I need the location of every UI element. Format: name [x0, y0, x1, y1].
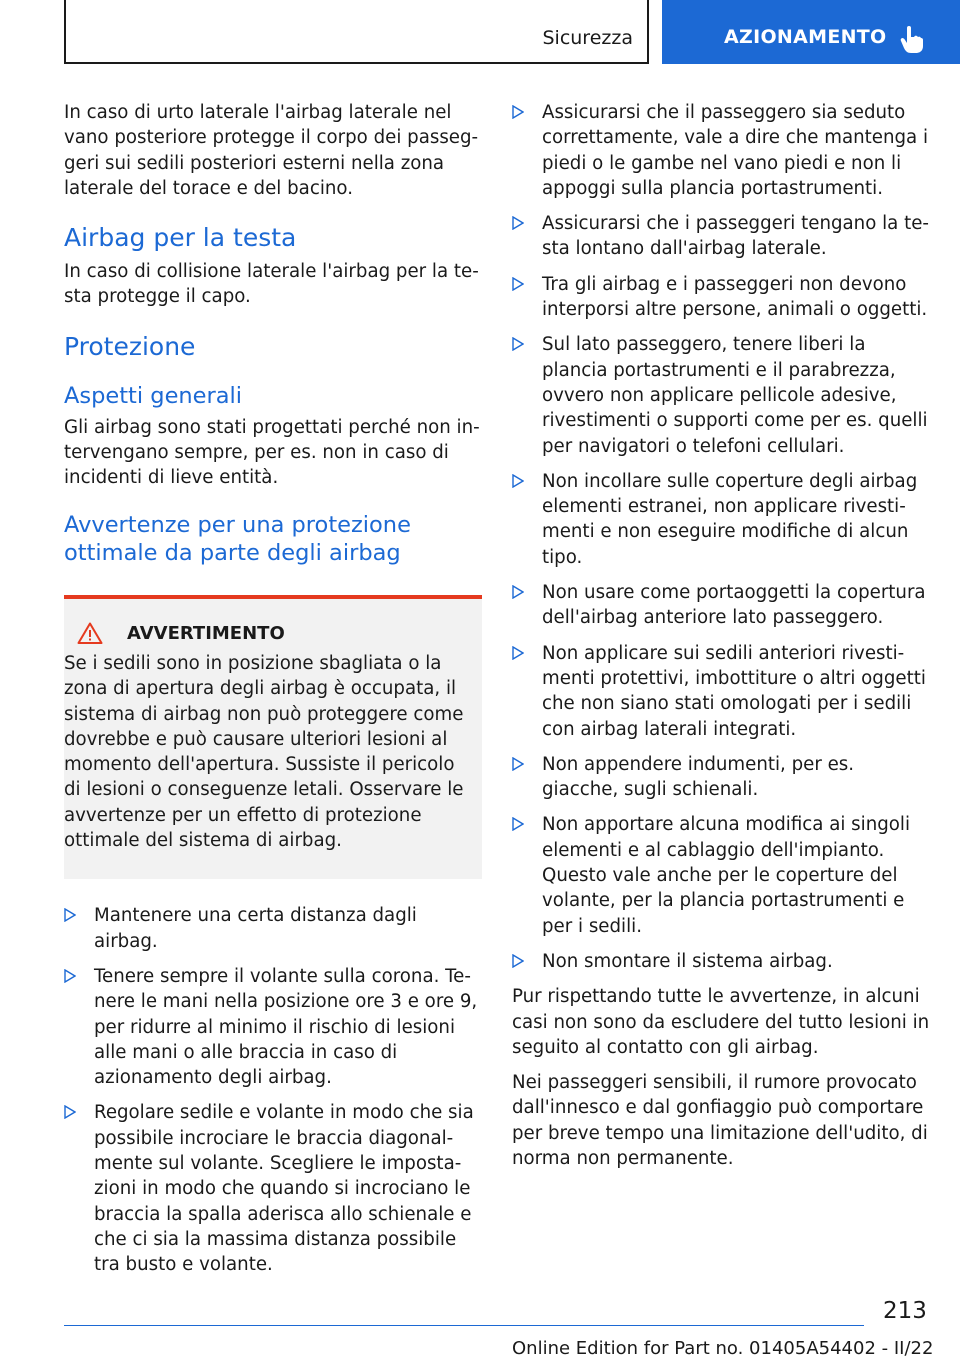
triangle-bullet-icon — [64, 1105, 76, 1119]
left-bullet-list — [64, 903, 482, 1277]
triangle-bullet-icon — [512, 817, 524, 831]
closing-paragraph-1: Pur rispettando tutte le avvertenze, in alcuni casi non sono da escludere del tutto lesioni in seguito al contatto con gli airbag. — [512, 986, 930, 1058]
list-item — [64, 1100, 482, 1277]
page-number: 213 — [883, 1298, 927, 1324]
list-item — [512, 641, 930, 742]
warning-box — [64, 595, 482, 880]
footer-edition: Online Edition for Part no. 01405A54402 - II/22 — [512, 1338, 934, 1359]
warning-triangle-icon — [77, 622, 103, 644]
hand-pointer-icon — [899, 26, 925, 54]
triangle-bullet-icon — [512, 277, 524, 291]
list-item — [64, 964, 482, 1090]
heading-protezione: Protezione — [64, 331, 196, 361]
triangle-bullet-icon — [512, 216, 524, 230]
list-item-text: Non incollare sulle coperture degli airbag elementi estranei, non applicare rivestimenti e non eseguire modifiche di alcun tipo. — [542, 470, 918, 568]
list-item — [512, 949, 930, 974]
triangle-bullet-icon — [512, 954, 524, 968]
list-item-text: Non apportare alcuna modifica ai singoli elementi e al cablaggio dell'impianto. Questo vale anche per le coperture del volante, per la plancia portastrumenti e per i sedili. — [542, 814, 911, 937]
list-item — [512, 580, 930, 631]
heading-avvertenze: Avvertenze per una protezione ottimale da parte degli airbag — [64, 511, 411, 566]
triangle-bullet-icon — [64, 908, 76, 922]
right-column — [512, 100, 930, 1181]
list-item — [512, 812, 930, 938]
list-item-text: Non appendere indumenti, per es. giacche, sugli schienali. — [542, 753, 855, 801]
paragraph-aspetti-generali: Gli airbag sono stati progettati perché non intervengano sempre, per es. non in caso di incidenti di lieve entità. — [64, 416, 480, 489]
triangle-bullet-icon — [64, 969, 76, 983]
list-item-text: Regolare sedile e volante in modo che sia possibile incrociare le braccia diagonalmente sul volante. Scegliere le impostazioni in modo che quando si incrociano le braccia la spalla aderisca allo schienale e che ci sia la massima distanza possibile tra busto e volante. — [94, 1102, 474, 1276]
list-item-text: Assicurarsi che il passeggero sia seduto correttamente, vale a dire che mantenga i piedi o le gambe nel vano piedi e non li appoggi sulla plancia portastrumenti. — [542, 102, 929, 199]
triangle-bullet-icon — [512, 105, 524, 119]
intro-paragraph: In caso di urto laterale l'airbag laterale nel vano posteriore protegge il corpo dei passeggeri sui sedili posteriori esterni nella zona laterale del torace e del bacino. — [64, 102, 479, 199]
warning-text: Se i sedili sono in posizione sbagliata o la zona di apertura degli airbag è occupata, il sistema di airbag non può proteggere come dovrebbe e può causare ulteriori lesioni al momento dell'apertura. Sussiste il pericolo di lesioni o conseguenze letali. Osservare le avvertenze per un effetto di protezione ottimale del sistema di airbag. — [64, 652, 464, 852]
list-item-text: Tra gli airbag e i passeggeri non devono interporsi altre persone, animali o oggetti. — [542, 273, 928, 321]
left-column — [64, 100, 482, 1288]
header-chapter-title: AZIONAMENTO — [724, 26, 887, 48]
header-section-title: Sicurezza — [542, 27, 633, 49]
heading-airbag-testa: Airbag per la testa — [64, 223, 297, 253]
header-section-box — [64, 0, 649, 64]
warning-title: AVVERTIMENTO — [127, 622, 285, 644]
footer-divider — [64, 1325, 864, 1326]
closing-paragraph-2: Nei passeggeri sensibili, il rumore provocato dall'innesco e dal gonfiaggio può comportare per breve tempo una limitazione dell'udito, di norma non permanente. — [512, 1072, 928, 1169]
list-item — [512, 332, 930, 458]
header-chapter-tab — [662, 0, 960, 64]
triangle-bullet-icon — [512, 757, 524, 771]
triangle-bullet-icon — [512, 585, 524, 599]
list-item-text: Tenere sempre il volante sulla corona. Tenere le mani nella posizione ore 3 e ore 9, per ridurre al minimo il rischio di lesioni alle mani o alle braccia in caso di azionamento degli airbag. — [94, 965, 478, 1089]
triangle-bullet-icon — [512, 474, 524, 488]
list-item-text: Non usare come portaoggetti la copertura dell'airbag anteriore lato passeggero. — [542, 582, 926, 629]
paragraph-airbag-testa: In caso di collisione laterale l'airbag per la testa protegge il capo. — [64, 261, 479, 308]
heading-aspetti-generali: Aspetti generali — [64, 382, 243, 409]
list-item — [512, 211, 930, 262]
list-item — [512, 272, 930, 323]
triangle-bullet-icon — [512, 337, 524, 351]
right-bullet-list — [512, 100, 930, 974]
list-item-text: Non applicare sui sedili anteriori rivestimenti protettivi, imbottiture o altri oggetti che non siano stati omologati per i sedili con airbag laterali integrati. — [542, 642, 926, 740]
triangle-bullet-icon — [512, 646, 524, 660]
list-item — [64, 903, 482, 954]
list-item-text: Mantenere una certa distanza dagli airbag. — [94, 905, 417, 952]
list-item-text: Sul lato passeggero, tenere liberi la plancia portastrumenti e il parabrezza, ovvero non applicare pellicole adesive, rivestimenti o supporti come per es. quelli per navigatori o telefoni cellulari. — [542, 334, 928, 457]
list-item-text: Assicurarsi che i passeggeri tengano la testa lontano dall'airbag laterale. — [542, 213, 929, 260]
warning-header — [64, 621, 472, 646]
list-item — [512, 100, 930, 201]
list-item — [512, 469, 930, 570]
list-item — [512, 752, 930, 803]
list-item-text: Non smontare il sistema airbag. — [542, 950, 833, 972]
